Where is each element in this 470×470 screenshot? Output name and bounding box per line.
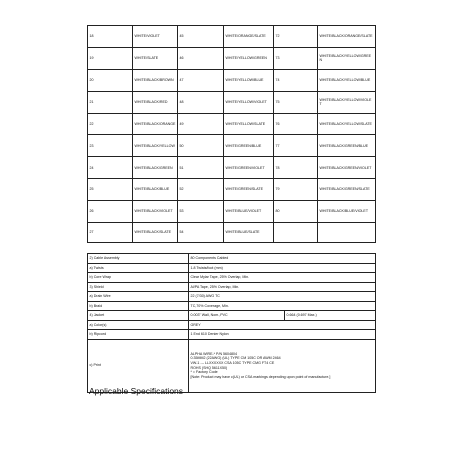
spec-value-cell: 22 (7/30) AWG TC [189, 292, 376, 302]
conductor-color-cell: WHITE/BLACK/RED [133, 91, 178, 113]
spec-extra-cell: 0.664 (0.697 Max.) [285, 311, 376, 321]
spec-value-cell: Al/PA Tape, 25% Overlap, Min. [189, 282, 376, 292]
conductor-color-cell: WHITE/BLACK/BROWN [133, 69, 178, 91]
conductor-color-cell: WHITE/GREEN/VIOLET [224, 157, 274, 179]
conductor-number-cell: 25 [88, 179, 133, 201]
conductor-number-cell: 80 [274, 201, 318, 223]
conductor-color-cell: WHITE/ORANGE/SLATE [224, 26, 274, 48]
spec-value-cell: GREY [189, 320, 376, 330]
conductor-number-cell: 50 [178, 135, 224, 157]
table-row [88, 273, 376, 283]
table-row [88, 113, 376, 135]
conductor-color-cell: WHITE/YELLOW/SLATE [224, 113, 274, 135]
conductor-number-cell: 73 [274, 47, 318, 69]
conductor-color-cell: WHITE/BLACK/ORANGE [133, 113, 178, 135]
conductor-number-cell: 48 [178, 91, 224, 113]
spec-label-cell: 4) Jacket [88, 311, 189, 321]
conductor-number-cell: 22 [88, 113, 133, 135]
spec-value-cell: 1 End 610 Denier Nylon [189, 330, 376, 340]
conductor-color-cell: WHITE/SLATE [133, 47, 178, 69]
spec-value-cell: TC,70% Coverage, Min. [189, 301, 376, 311]
table-row [88, 311, 376, 321]
conductor-color-cell: WHITE/BLACK/YELLOW/SLATE [318, 113, 376, 135]
conductor-number-cell: 21 [88, 91, 133, 113]
spec-value-cell: 1.8 Twists/foot (mm) [189, 263, 376, 273]
spec-label-cell: a) Twists [88, 263, 189, 273]
conductor-number-cell: 52 [178, 179, 224, 201]
conductor-color-cell: WHITE/BLACK/ORANGE/SLATE [318, 26, 376, 48]
specification-table [87, 253, 376, 393]
conductor-color-cell: WHITE/BLACK/YELLOW/GREEN [318, 47, 376, 69]
conductor-number-cell [274, 223, 318, 243]
conductor-number-cell: 46 [178, 47, 224, 69]
table-row [88, 179, 376, 201]
table-row [88, 201, 376, 223]
conductor-number-cell: 27 [88, 223, 133, 243]
conductor-number-cell: 77 [274, 135, 318, 157]
conductor-number-cell: 72 [274, 26, 318, 48]
conductor-color-cell: WHITE/BLACK/YELLOW [133, 135, 178, 157]
conductor-color-cell: WHITE/BLUE/SLATE [224, 223, 274, 243]
conductor-number-cell: 24 [88, 157, 133, 179]
table-row [88, 47, 376, 69]
conductor-color-cell: WHITE/YELLOW/BLUE [224, 69, 274, 91]
conductor-number-cell: 18 [88, 26, 133, 48]
conductor-color-cell: WHITE/BLACK/BLUE [133, 179, 178, 201]
conductor-number-cell: 47 [178, 69, 224, 91]
conductor-color-cell: WHITE/BLACK/GREEN/SLATE [318, 179, 376, 201]
print-legend-line: [Note: Product may have c(UL) or CSA markings depending upon point of manufacture.] [190, 374, 331, 379]
conductor-number-cell: 49 [178, 113, 224, 135]
conductor-number-cell: 51 [178, 157, 224, 179]
conductor-number-cell: 54 [178, 223, 224, 243]
print-legend-line: VW-1 --- LLXXXXXX CSA 105C TYPE CMG FT4 CE [190, 360, 275, 365]
table-row [88, 254, 376, 264]
spec-label-cell: a) Drain Wire [88, 292, 189, 302]
table-row [88, 282, 376, 292]
conductor-number-cell: 75 [274, 91, 318, 113]
conductor-number-cell: 74 [274, 69, 318, 91]
table-row [88, 69, 376, 91]
spec-label-cell: 3) Shield [88, 282, 189, 292]
conductor-number-cell: 53 [178, 201, 224, 223]
conductor-color-cell: WHITE/BLUE/VIOLET [224, 201, 274, 223]
spec-label-cell: b) Ripcord [88, 330, 189, 340]
conductor-color-cell: WHITE/BLACK/YELLOW/VIOLET [318, 91, 376, 113]
table-row [88, 330, 376, 340]
conductor-number-cell: 76 [274, 113, 318, 135]
table-row [88, 320, 376, 330]
spec-label-cell: a) Color(s) [88, 320, 189, 330]
table-row [88, 301, 376, 311]
spec-value-cell: 0.003" Wall, Nom.,PVC [189, 311, 285, 321]
conductor-number-cell: 20 [88, 69, 133, 91]
conductor-color-cell [318, 223, 376, 243]
spec-value-cell: Clear Mylar Tape, 25% Overlap, Min. [189, 273, 376, 283]
conductor-color-cell: WHITE/YELLOW/GREEN [224, 47, 274, 69]
print-legend-line: ROHS (SHQ 5611X50) [190, 365, 228, 370]
section-heading: Applicable Specifications [89, 386, 184, 396]
conductor-color-cell: WHITE/BLACK/GREEN/VIOLET [318, 157, 376, 179]
table-row [88, 263, 376, 273]
spec-label-cell: b) Braid [88, 301, 189, 311]
conductor-color-cell: WHITE/BLACK/GREEN/BLUE [318, 135, 376, 157]
conductor-color-cell: WHITE/VIOLET [133, 26, 178, 48]
table-row [88, 91, 376, 113]
print-legend-cell [189, 339, 376, 392]
color-code-table [87, 25, 376, 243]
table-row [88, 292, 376, 302]
print-legend-line: ALPHA WIRE-* P/N 5604804 [190, 351, 238, 356]
conductor-number-cell: 78 [274, 157, 318, 179]
print-legend-line: * = Factory Code [190, 370, 218, 375]
conductor-number-cell: 79 [274, 179, 318, 201]
table-row [88, 135, 376, 157]
print-legend-line: 0.35MM2 (22AWG) (UL) TYPE CM 105C OR AWM 2464 [190, 356, 281, 361]
conductor-number-cell: 23 [88, 135, 133, 157]
conductor-number-cell: 45 [178, 26, 224, 48]
conductor-color-cell: WHITE/BLACK/SLATE [133, 223, 178, 243]
print-label-cell: c) Print [88, 339, 189, 392]
conductor-color-cell: WHITE/YELLOW/VIOLET [224, 91, 274, 113]
conductor-color-cell: WHITE/GREEN/BLUE [224, 135, 274, 157]
conductor-number-cell: 19 [88, 47, 133, 69]
spec-value-cell: 80 Components Cabled [189, 254, 376, 264]
conductor-number-cell: 26 [88, 201, 133, 223]
table-row [88, 223, 376, 243]
table-row [88, 339, 376, 392]
spec-label-cell: b) Core Wrap [88, 273, 189, 283]
table-row [88, 26, 376, 48]
conductor-color-cell: WHITE/BLACK/BLUE/VIOLET [318, 201, 376, 223]
conductor-color-cell: WHITE/BLACK/YELLOW/BLUE [318, 69, 376, 91]
table-row [88, 157, 376, 179]
conductor-color-cell: WHITE/GREEN/SLATE [224, 179, 274, 201]
conductor-color-cell: WHITE/BLACK/GREEN [133, 157, 178, 179]
spec-label-cell: 2) Cable Assembly [88, 254, 189, 264]
conductor-color-cell: WHITE/BLACK/VIOLET [133, 201, 178, 223]
